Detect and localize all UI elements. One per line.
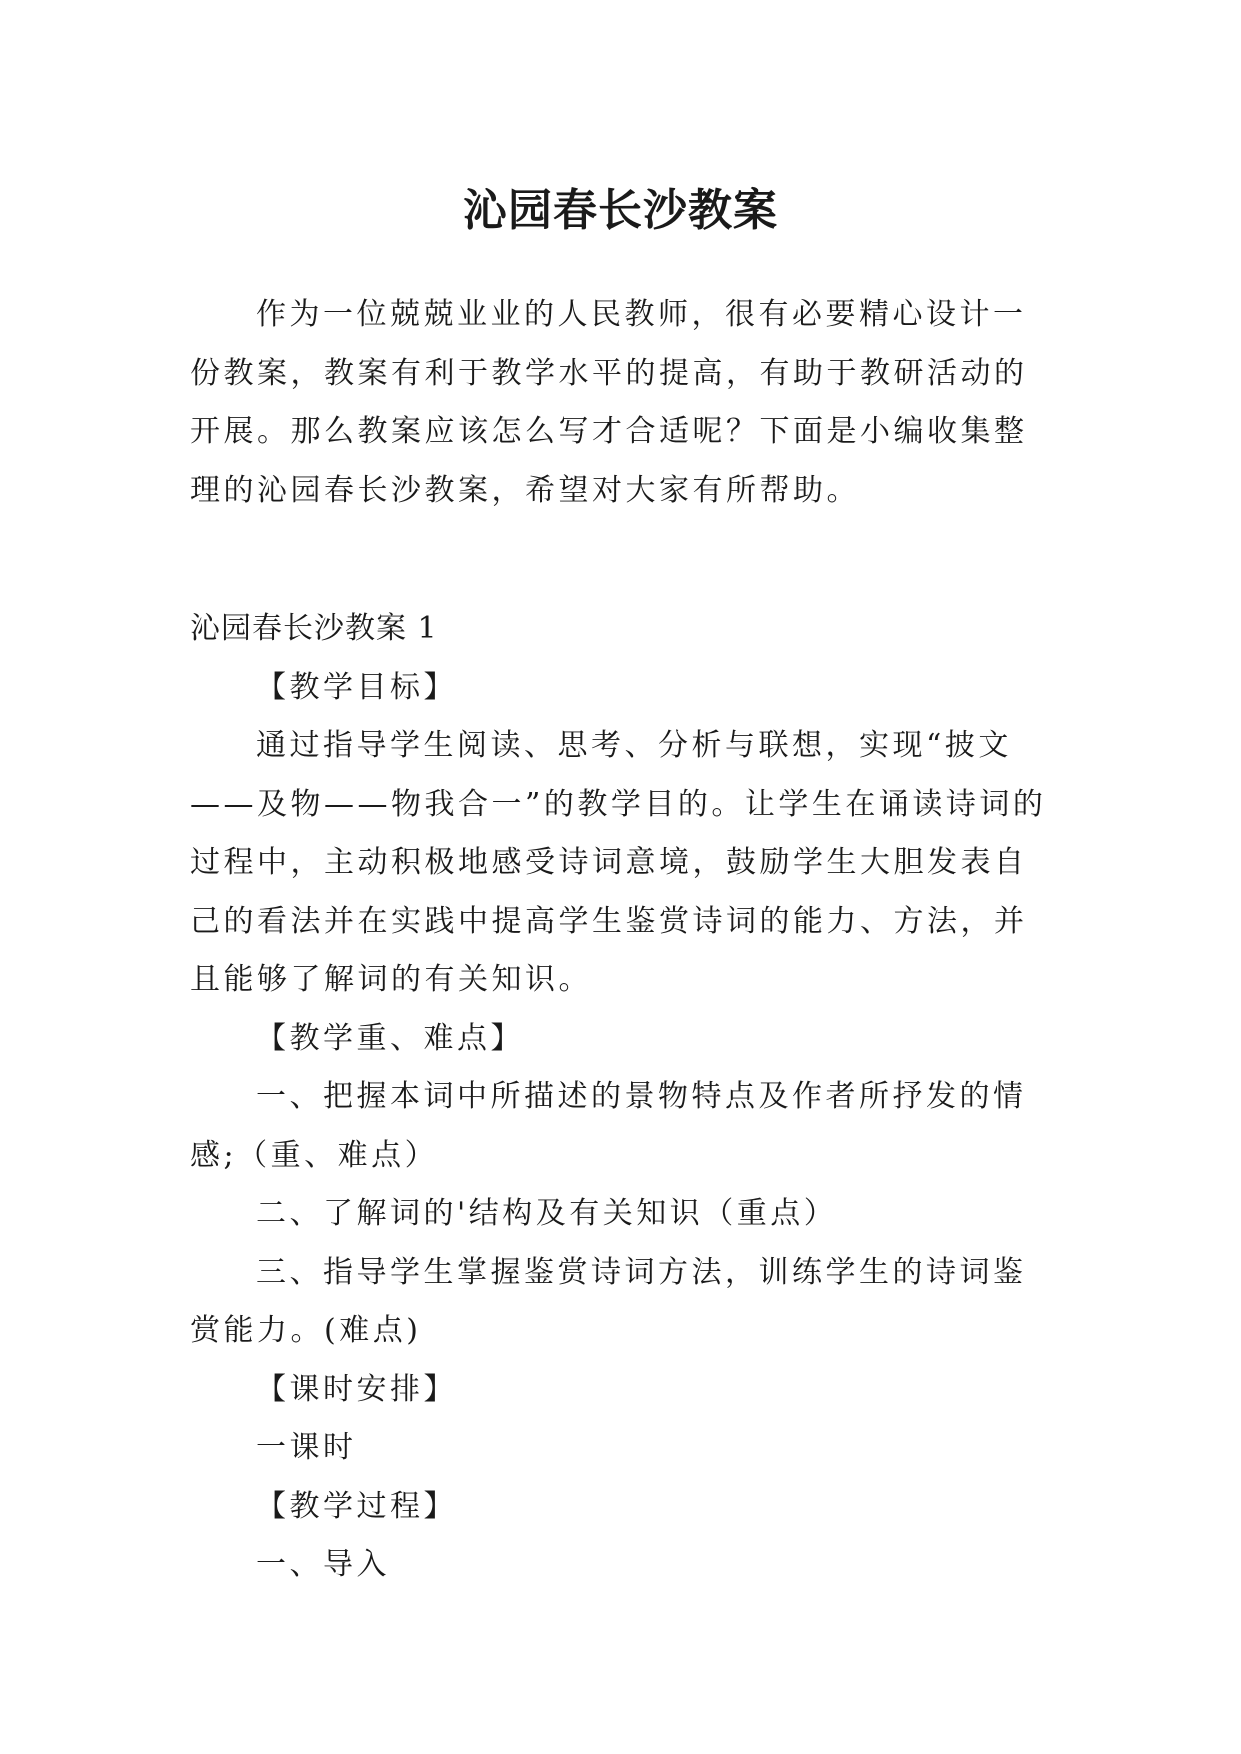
key-point-3: 三、指导学生掌握鉴赏诗词方法，训练学生的诗词鉴赏能力。(难点) — [190, 1254, 1027, 1348]
schedule-value: 一课时 — [256, 1430, 357, 1465]
key-point-2: 二、了解词的'结构及有关知识（重点） — [256, 1196, 838, 1231]
process-step-1: 一、导入 — [256, 1547, 390, 1582]
subheading-key-points: 【教学重、难点】 — [256, 1020, 524, 1056]
intro-paragraph: 作为一位兢兢业业的人民教师，很有必要精心设计一份教案，教案有利于教学水平的提高，有助于教研活动的开展。那么教案应该怎么写才合适呢？下面是小编收集整理的沁园春长沙教案，希望对大家有所帮助。 — [190, 297, 1028, 508]
goals-paragraph: 通过指导学生阅读、思考、分析与联想，实现“披文——及物——物我合一”的教学目的。让学生在诵读诗词的过程中，主动积极地感受诗词意境，鼓励学生大胆发表自己的看法并在实践中提高学生鉴赏诗词的能力、方法，并且能够了解词的有关知识。 — [190, 728, 1047, 997]
subheading-process: 【教学过程】 — [256, 1488, 457, 1524]
document-title: 沁园春长沙教案 — [463, 185, 778, 237]
key-point-1: 一、把握本词中所描述的景物特点及作者所抒发的情感;（重、难点） — [190, 1079, 1027, 1173]
section-heading: 沁园春长沙教案 1 — [190, 611, 438, 646]
document-body — [190, 286, 1052, 1595]
subheading-schedule: 【课时安排】 — [256, 1371, 457, 1407]
subheading-teaching-goals: 【教学目标】 — [256, 669, 457, 705]
